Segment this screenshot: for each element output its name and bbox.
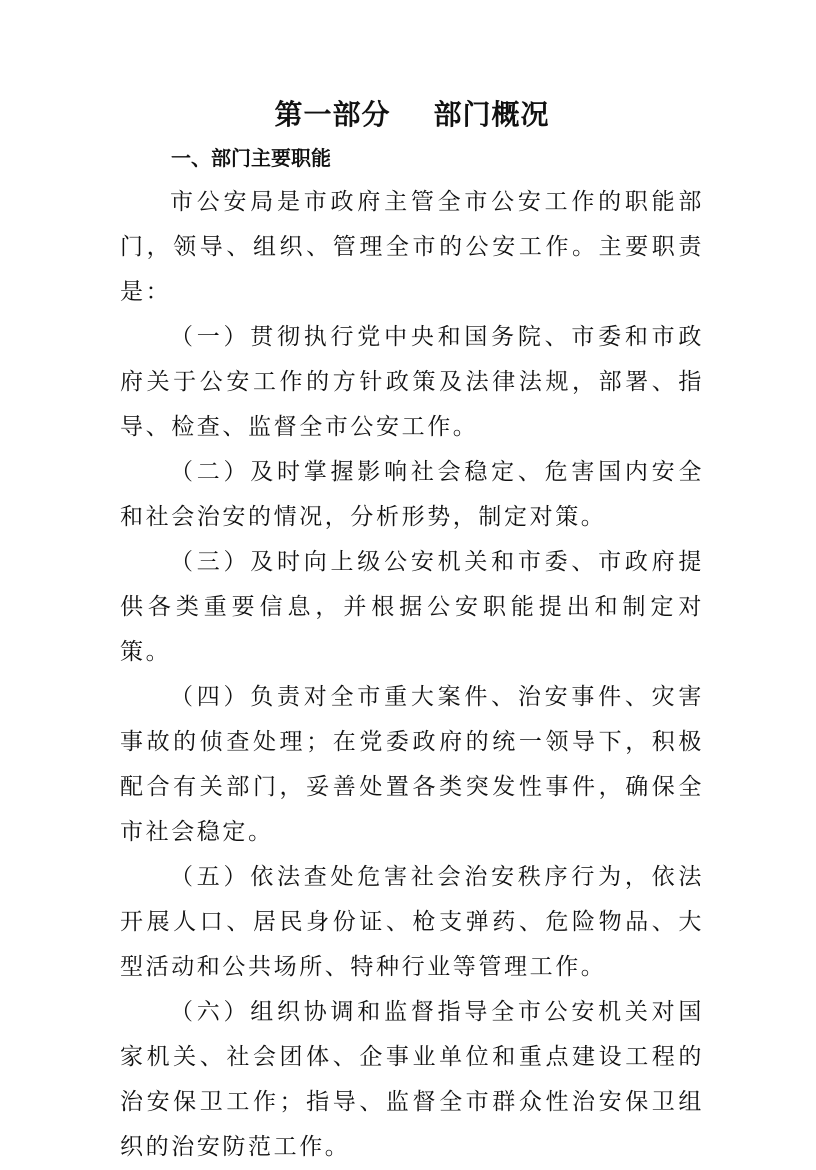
paragraph-duty-1: （一）贯彻执行党中央和国务院、市委和市政府关于公安工作的方针政策及法律法规，部署、指导、检查、监督全市公安工作。 bbox=[120, 324, 704, 440]
paragraph-intro: 市公安局是市政府主管全市公安工作的职能部门，领导、组织、管理全市的公安工作。主要职责是： bbox=[120, 189, 704, 305]
page-title: 第一部分 部门概况 bbox=[274, 98, 550, 131]
paragraph-duty-3: （三）及时向上级公安机关和市委、市政府提供各类重要信息，并根据公安职能提出和制定对策。 bbox=[120, 549, 704, 665]
paragraph-duty-2: （二）及时掌握影响社会稳定、危害国内安全和社会治安的情况，分析形势，制定对策。 bbox=[120, 459, 704, 530]
paragraph-duty-6: （六）组织协调和监督指导全市公安机关对国家机关、社会团体、企事业单位和重点建设工程的治安保卫工作；指导、监督全市群众性治安保卫组织的治安防范工作。 bbox=[120, 999, 704, 1160]
paragraph-duty-5: （五）依法查处危害社会治安秩序行为，依法开展人口、居民身份证、枪支弹药、危险物品、大型活动和公共场所、特种行业等管理工作。 bbox=[120, 864, 704, 980]
section-heading: 一、部门主要职能 bbox=[171, 146, 331, 170]
paragraph-duty-4: （四）负责对全市重大案件、治安事件、灾害事故的侦查处理；在党委政府的统一领导下，积极配合有关部门，妥善处置各类突发性事件，确保全市社会稳定。 bbox=[120, 684, 704, 845]
body-text bbox=[120, 180, 704, 1170]
